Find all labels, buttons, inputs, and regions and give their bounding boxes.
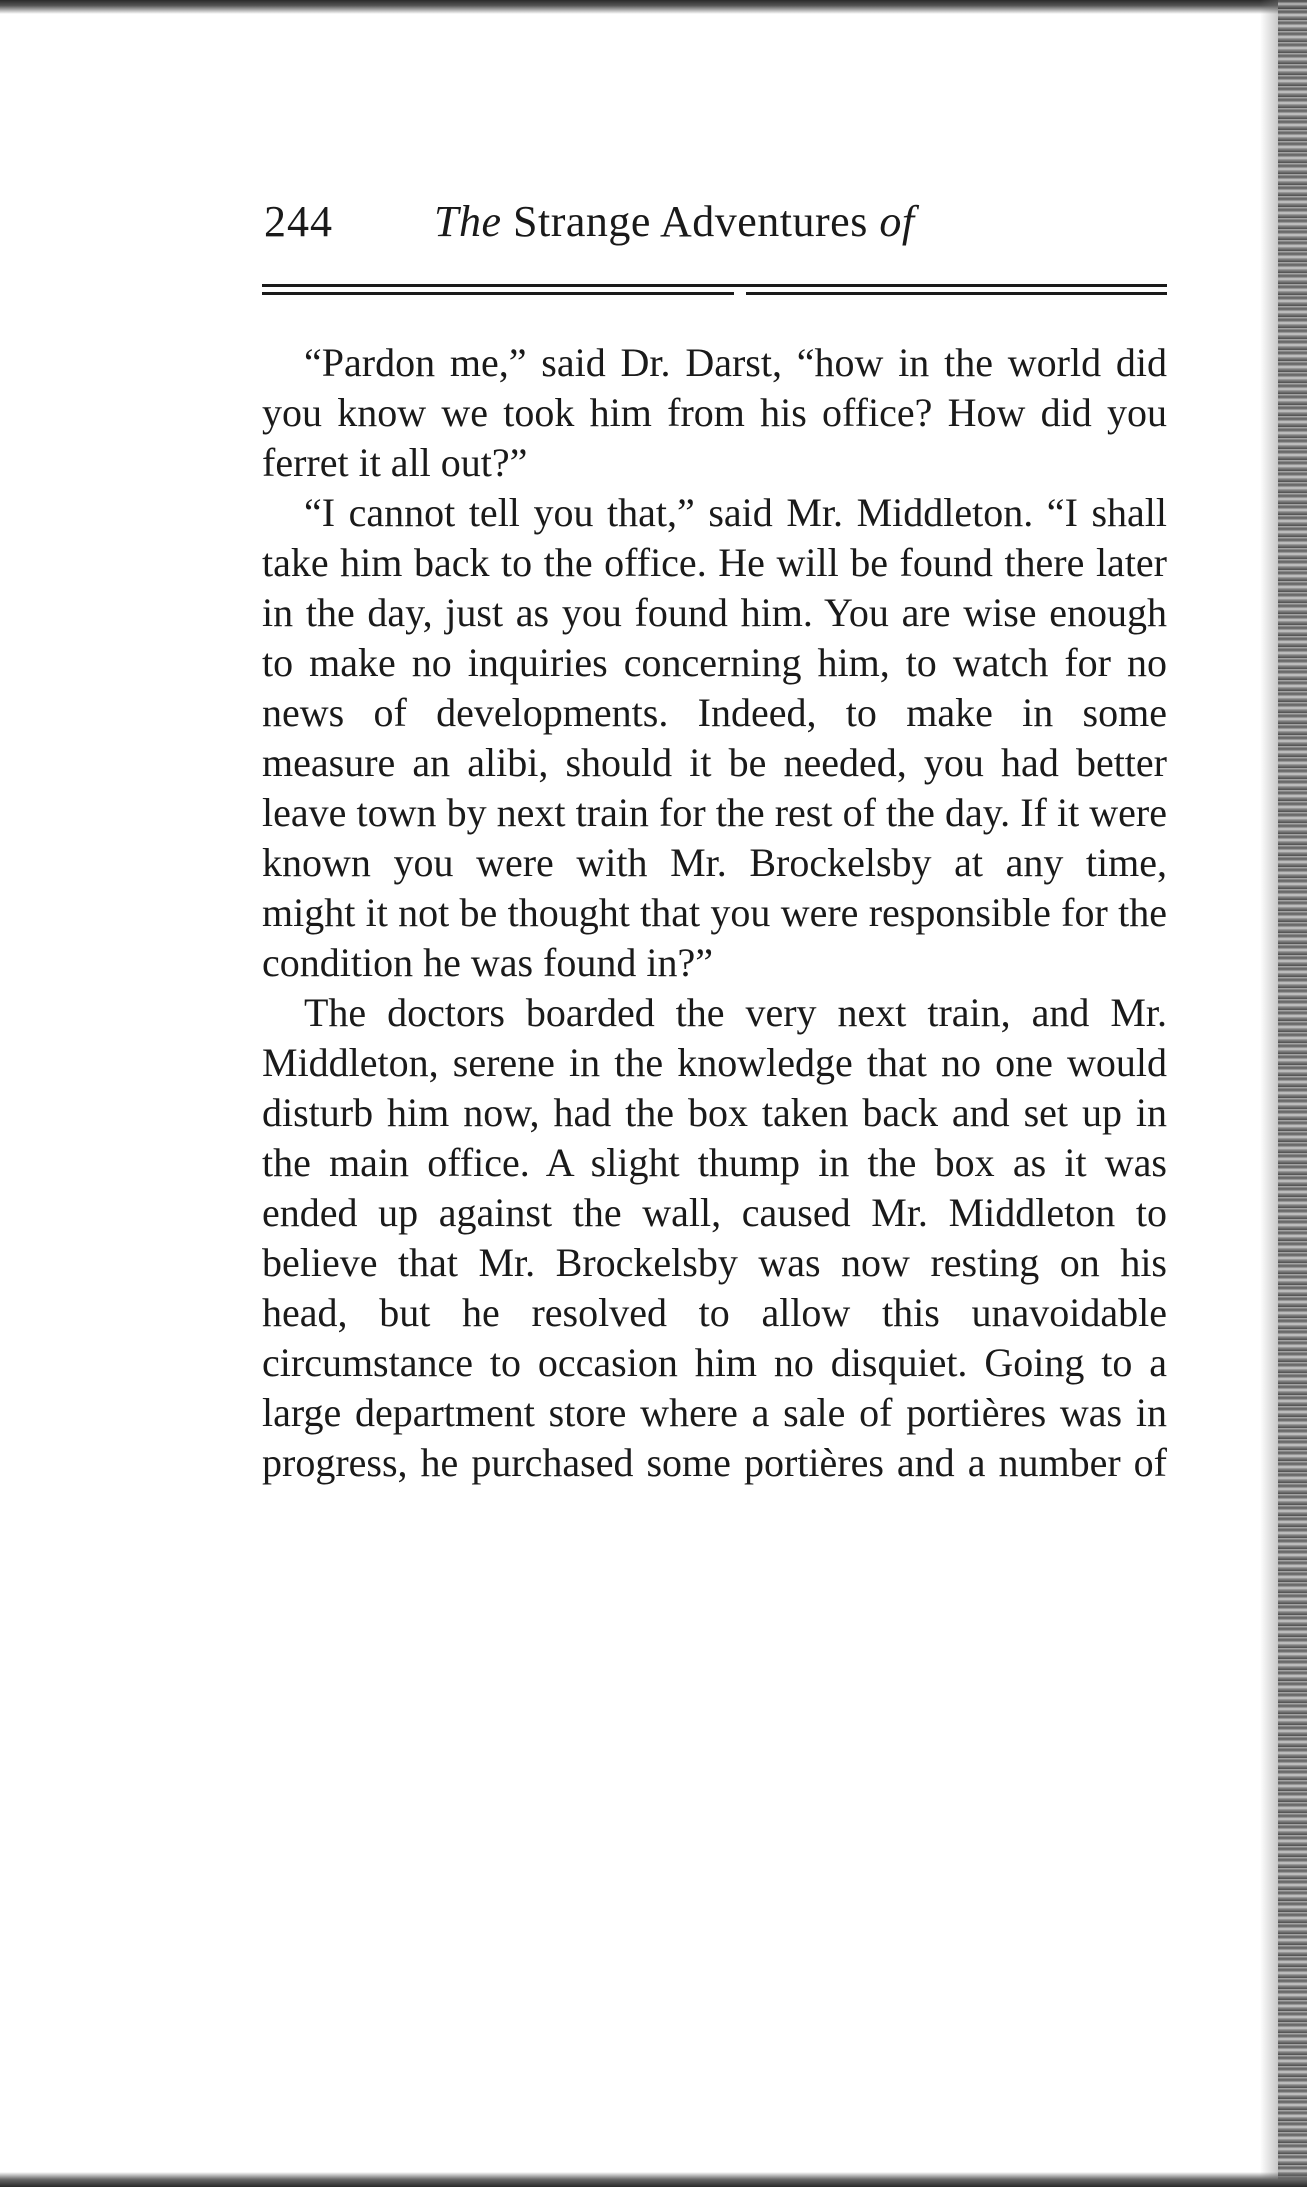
paragraph-2: “I cannot tell you that,” said Mr. Middleton. “I shall take him back to the office. He will be found there later in the day, just as you found him. You are wise enough to make no inquiries concerning him, to watch for no news of developments. Indeed, to make in some measure an alibi, should it be needed, you had better leave town by next train for the rest of the day. If it were known you were with Mr. Brockelsby at any time, might it not be thought that you were responsible for the condition he was found in?” bbox=[262, 490, 1167, 985]
rule-lower-left bbox=[262, 292, 734, 295]
rule-upper bbox=[262, 284, 1167, 287]
rule-lower-right bbox=[746, 292, 1167, 295]
header-rule bbox=[262, 284, 1167, 298]
book-page bbox=[262, 190, 1167, 1485]
page-number: 244 bbox=[264, 197, 333, 246]
paragraph-1: “Pardon me,” said Dr. Darst, “how in the world did you know we took him from his office? How did you ferret it all out?” bbox=[262, 340, 1167, 485]
scan-edge-top bbox=[0, 0, 1307, 14]
paragraph-3: The doctors boarded the very next train, and Mr. Middleton, serene in the knowledge that no one would disturb him now, had the box taken back and set up in the main office. A slight thump in the box as it was ended up against the wall, caused Mr. Middleton to believe that Mr. Brockelsby was now resting on his head, but he resolved to allow this unavoidable circumstance to occasion him no disquiet. Going to a large department store where a sale of portières was in progress, he purchased some portières and a number of bbox=[262, 990, 1167, 1485]
title-main: Strange Adventures bbox=[513, 197, 868, 246]
scan-edge-shadow bbox=[1260, 0, 1280, 2187]
body-text bbox=[262, 338, 1167, 1488]
scan-edge-bottom bbox=[0, 2172, 1307, 2187]
title-of: of bbox=[879, 197, 915, 246]
running-title bbox=[434, 196, 915, 247]
scan-edge-right bbox=[1278, 0, 1307, 2187]
running-head bbox=[262, 190, 1167, 260]
title-the: The bbox=[434, 197, 502, 246]
